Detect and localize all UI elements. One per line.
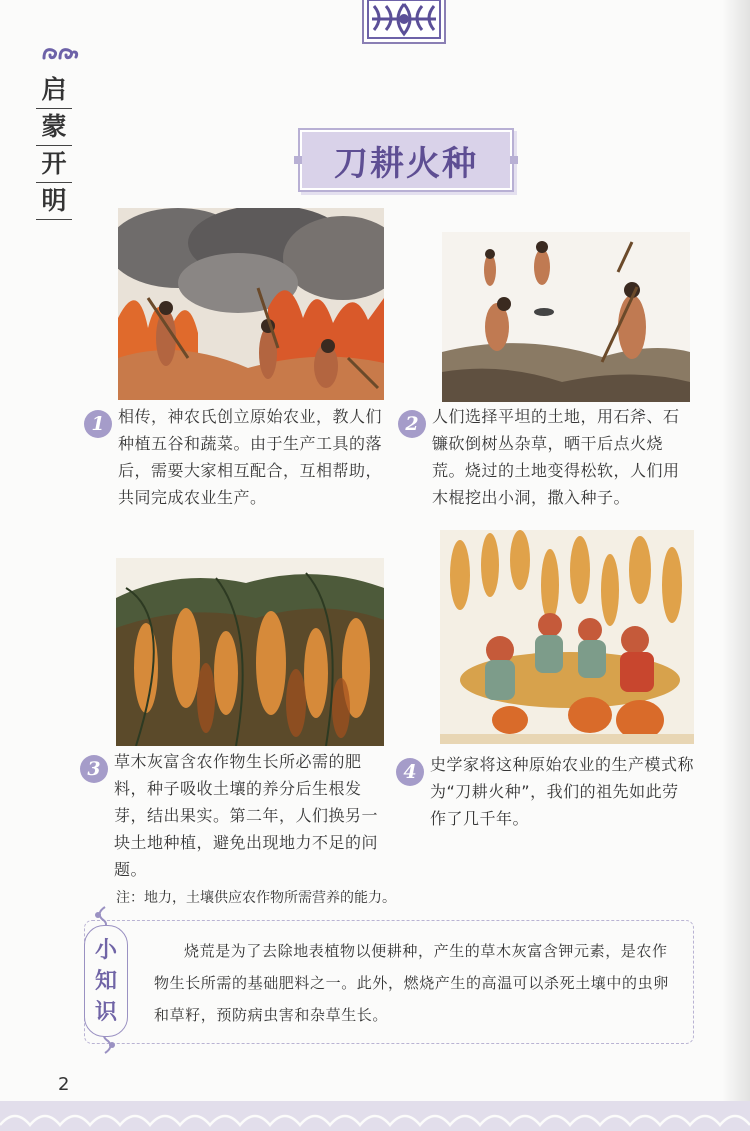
harvest-gathering-illustration [440,530,694,744]
swirl-ornament-icon [40,44,80,64]
knot-pattern-icon [362,0,446,44]
knowledge-label-char: 识 [94,998,117,1025]
panel-caption: 人们选择平坦的土地，用石斧、石镰砍倒树丛杂草，晒干后点火烧荒。烧过的土地变得松软，人们用木棍挖出小洞，撒入种子。 [432,407,680,507]
panel-number-badge: 3 [80,755,108,783]
page-number: 2 [58,1074,70,1095]
millet-crop-illustration [116,558,384,746]
planting-seeds-illustration [442,232,690,402]
knowledge-label-char: 知 [94,967,117,994]
panel-caption: 史学家将这种原始农业的生产模式称为“刀耕火种”，我们的祖先如此劳作了几千年。 [430,755,695,828]
burning-field-illustration [118,208,384,400]
book-title-char: 明 [36,183,72,220]
knowledge-label-frame [84,925,128,1037]
cloud-pattern-footer [0,1101,750,1131]
knowledge-text: 烧荒是为了去除地表植物以便耕种，产生的草木灰富含钾元素，是农作物生长所需的基础肥料之一。此外，燃烧产生的高温可以杀死土壤中的虫卵和草籽，预防病虫害和杂草生长。 [154,942,669,1024]
book-title-char: 启 [36,72,72,109]
book-title-vertical [36,72,72,220]
footnote: 注：地力，土壤供应农作物所需营养的能力。 [116,890,396,906]
panel-caption: 相传，神农氏创立原始农业，教人们种植五谷和蔬菜。由于生产工具的落后，需要大家相互配合，互相帮助，共同完成农业生产。 [118,407,383,507]
page-gutter-shadow [722,0,750,1131]
panel-caption: 草木灰富含农作物生长所必需的肥料，种子吸收土壤的养分后生根发芽，结出果实。第二年，人们换另一块土地种植，避免出现地力不足的问题。 [114,752,379,879]
panel-number-badge: 2 [398,410,426,438]
panel-number-badge: 1 [84,410,112,438]
knowledge-label [76,905,134,1055]
knowledge-label-char: 小 [94,936,117,963]
panel-number-badge: 4 [396,758,424,786]
book-title-char: 蒙 [36,109,72,146]
book-title-char: 开 [36,146,72,183]
lesson-title: 刀耕火种 [334,143,478,184]
lesson-title-frame [300,130,512,190]
